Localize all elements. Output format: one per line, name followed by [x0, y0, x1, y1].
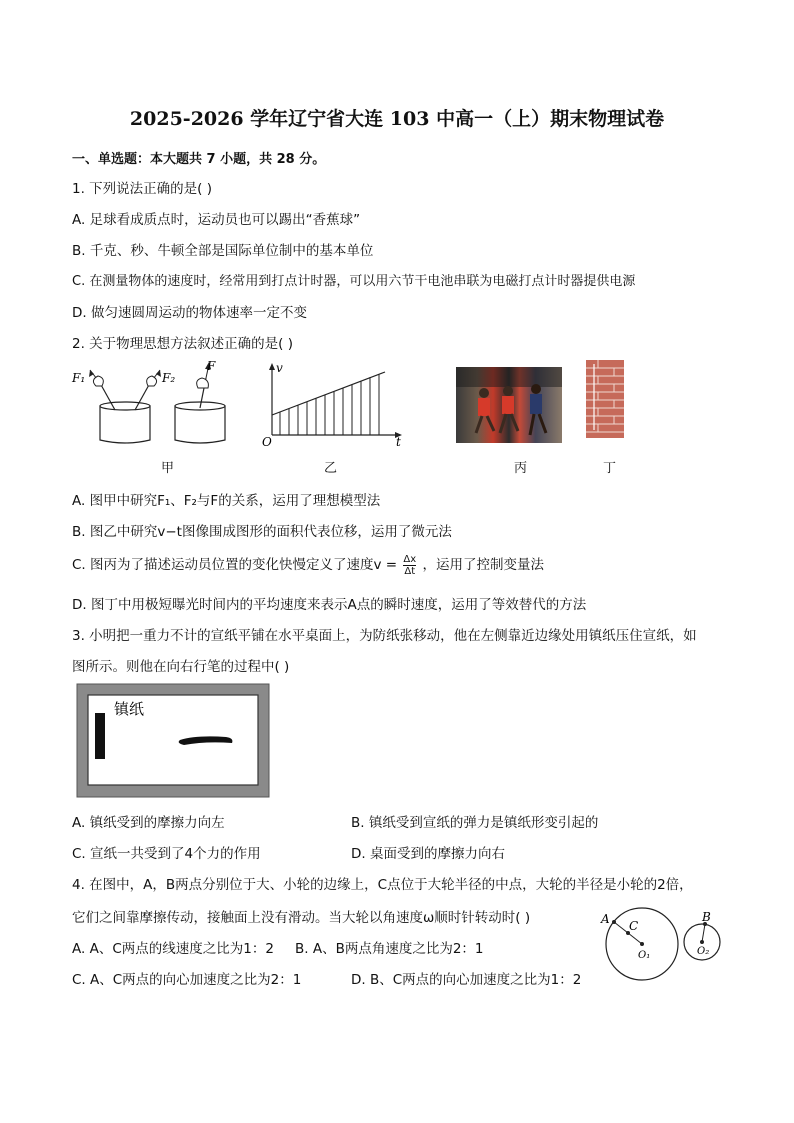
caption-ding: 丁 — [603, 461, 617, 476]
label-b: B — [702, 910, 711, 924]
q1-option-b: B. 千克、秒、牛顿全部是国际单位制中的基本单位 — [72, 243, 374, 259]
label-t: t — [396, 435, 401, 449]
paperweight-figure — [76, 683, 270, 798]
q3-stem-line2: 图所示。则他在向右行笔的过程中( ) — [72, 659, 290, 675]
q1-stem: 1. 下列说法正确的是( ) — [72, 181, 212, 197]
label-o2: O₂ — [697, 946, 710, 957]
q2-c-post: ，运用了控制变量法 — [422, 557, 544, 573]
label-c: C — [629, 919, 639, 933]
runners-figures — [456, 367, 562, 443]
page-title: 2025-2026 学年辽宁省大连 103 中高一（上）期末物理试卷 — [129, 108, 665, 130]
q4-option-b: B. A、B两点角速度之比为2：1 — [295, 941, 484, 957]
q3-option-b: B. 镇纸受到宣纸的弹力是镇纸形变引起的 — [351, 815, 599, 831]
q2-c-pre: C. 图丙为了描述运动员位置的变化快慢定义了速度v = — [72, 557, 398, 573]
q2-option-a: A. 图甲中研究F₁、F₂与F的关系，运用了理想模型法 — [72, 493, 381, 509]
q4-stem-line2: 它们之间靠摩擦传动，接触面上没有滑动。当大轮以角速度ω顺时针转动时( ) — [72, 910, 531, 926]
fraction-num: Δx — [403, 553, 417, 565]
runners-photo — [456, 367, 562, 443]
q4-option-c: C. A、C两点的向心加速度之比为2：1 — [72, 972, 302, 988]
q2-option-c — [72, 553, 544, 577]
q1-option-c: C. 在测量物体的速度时，经常用到打点计时器，可以用六节干电池串联为电磁打点计时器提供电源 — [72, 274, 636, 289]
label-a: A — [601, 912, 610, 926]
label-o1: O₁ — [638, 950, 651, 961]
label-o: O — [262, 435, 272, 449]
q3-option-c: C. 宣纸一共受到了4个力的作用 — [72, 846, 261, 862]
q4-option-d: D. B、C两点的向心加速度之比为1：2 — [351, 972, 582, 988]
q3-option-a: A. 镇纸受到的摩擦力向左 — [72, 815, 225, 831]
section-heading: 一、单选题：本大题共 7 小题，共 28 分。 — [72, 152, 326, 167]
q3-stem-line1: 3. 小明把一重力不计的宣纸平铺在水平桌面上，为防纸张移动，他在左侧靠近边缘处用镇纸压住宣纸，如 — [72, 628, 697, 644]
q1-option-a: A. 足球看成质点时，运动员也可以踢出“香蕉球” — [72, 212, 361, 228]
caption-bing: 丙 — [514, 461, 528, 476]
brick-wall-figure — [586, 360, 624, 438]
q2-stem: 2. 关于物理思想方法叙述正确的是( ) — [72, 336, 293, 352]
q3-option-d: D. 桌面受到的摩擦力向右 — [351, 846, 505, 862]
wheels-figure — [598, 906, 728, 986]
figure-jia — [70, 358, 240, 448]
q1-option-d: D. 做匀速圆周运动的物体速率一定不变 — [72, 305, 307, 321]
q4-stem-line1: 4. 在图中，A，B两点分别位于大、小轮的边缘上，C点位于大轮半径的中点，大轮的半径是小轮的2倍， — [72, 877, 693, 893]
fraction-den: Δt — [404, 565, 416, 577]
caption-yi: 乙 — [324, 461, 338, 476]
label-f1: F₁ — [72, 371, 86, 385]
label-f2: F₂ — [162, 371, 176, 385]
caption-jia: 甲 — [161, 461, 175, 476]
q4-option-a: A. A、C两点的线速度之比为1：2 — [72, 941, 274, 957]
figure-yi — [260, 360, 410, 450]
label-v: v — [276, 361, 283, 375]
q2-option-d: D. 图丁中用极短曝光时间内的平均速度来表示A点的瞬时速度，运用了等效替代的方法 — [72, 597, 587, 613]
paperweight-label: 镇纸 — [114, 700, 145, 718]
q2-option-b: B. 图乙中研究v−t图像围成图形的面积代表位移，运用了微元法 — [72, 524, 452, 540]
fraction — [403, 554, 416, 577]
label-f: F — [207, 359, 216, 373]
